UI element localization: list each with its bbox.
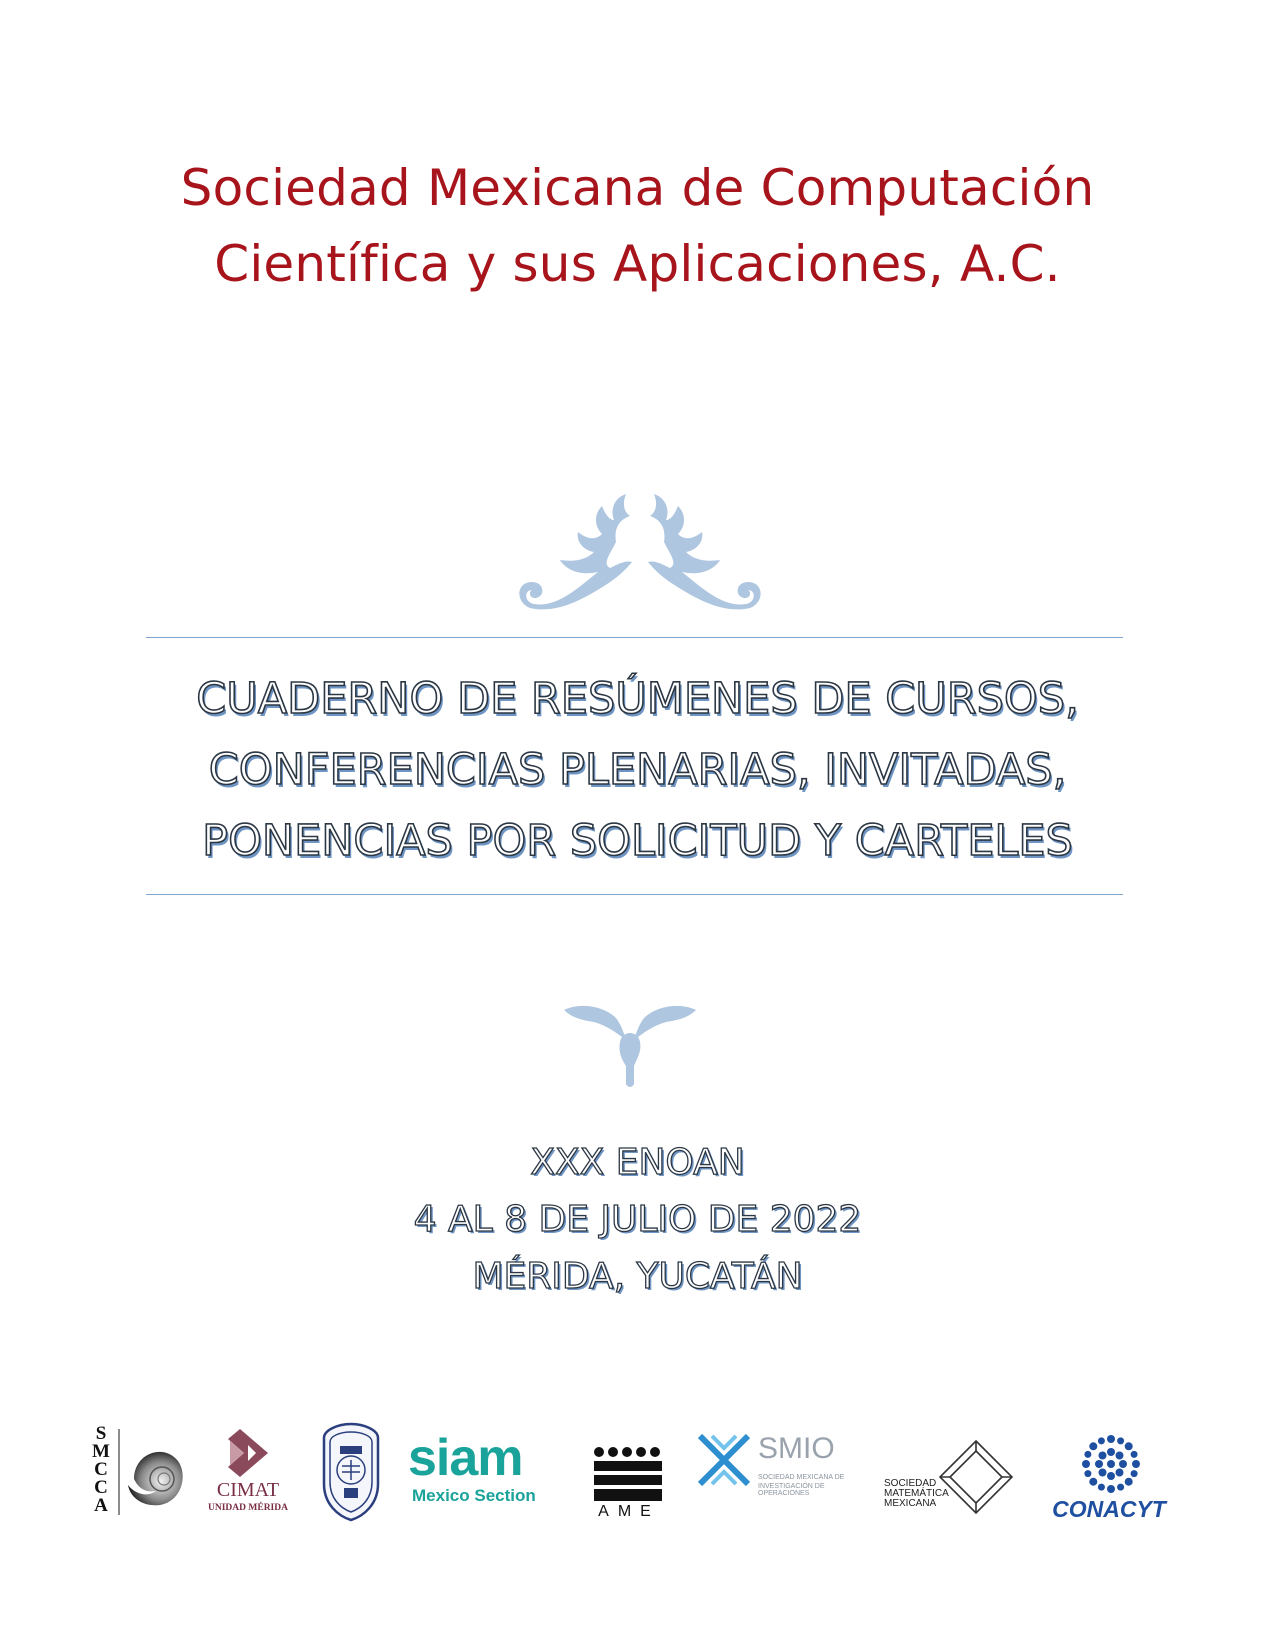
cimat-emblem-icon — [224, 1427, 272, 1479]
ame-logo-text: AME — [598, 1503, 660, 1520]
divider-bottom — [146, 894, 1123, 895]
smio-logo-subtext-2: INVESTIGACIÓN DE OPERACIONES — [758, 1483, 825, 1497]
smm-logo-text-2: MATEMÁTICA — [884, 1488, 949, 1499]
floral-ornament-top — [510, 490, 770, 630]
divider-top — [146, 637, 1123, 638]
leaf-ornament-bottom — [560, 1000, 700, 1088]
smm-logo-text-1: SOCIEDAD — [884, 1478, 937, 1489]
document-title-line-2: CONFERENCIAS PLENARIAS, INVITADAS, — [208, 745, 1067, 795]
conacyt-logo-text: CONACYT — [1052, 1496, 1166, 1522]
document-title-line-1: CUADERNO DE RESÚMENES DE CURSOS, — [196, 674, 1079, 724]
cimat-logo — [198, 1425, 298, 1520]
smio-logo-text: SMIO — [758, 1432, 835, 1465]
event-location: MÉRIDA, YUCATÁN — [472, 1256, 803, 1297]
smm-emblem-icon — [936, 1437, 1016, 1517]
uady-logo-text — [308, 1382, 309, 1383]
ame-logo — [592, 1447, 666, 1527]
smm-logo — [884, 1437, 1016, 1517]
event-info — [0, 1134, 1275, 1305]
cimat-logo-subtext: UNIDAD MÉRIDA — [208, 1503, 288, 1513]
conacyt-emblem-icon — [1079, 1432, 1143, 1496]
smcca-logo — [90, 1425, 190, 1520]
siam-logo-text: siam — [408, 1429, 523, 1487]
uady-logo — [318, 1422, 384, 1522]
siam-logo — [408, 1429, 558, 1510]
organization-title-line-2: Científica y sus Aplicaciones, A.C. — [214, 235, 1061, 293]
uady-shield-icon — [318, 1422, 384, 1522]
document-title — [0, 664, 1275, 877]
organization-title — [0, 150, 1275, 302]
cimat-logo-text: CIMAT — [216, 1479, 280, 1501]
smio-logo — [696, 1432, 866, 1502]
nautilus-shell-icon — [124, 1439, 186, 1509]
siam-logo-subtext: Mexico Section — [412, 1486, 536, 1505]
event-name: XXX ENOAN — [530, 1142, 745, 1183]
smm-logo-text-3: MEXICANA — [884, 1498, 937, 1509]
smio-emblem-icon — [696, 1432, 752, 1488]
event-dates: 4 AL 8 DE JULIO DE 2022 — [413, 1199, 862, 1240]
organization-title-line-1: Sociedad Mexicana de Computación — [180, 159, 1095, 217]
ame-emblem-icon — [592, 1447, 666, 1503]
document-title-line-3: PONENCIAS POR SOLICITUD Y CARTELES — [202, 816, 1073, 866]
smio-logo-subtext-1: SOCIEDAD MEXICANA DE — [758, 1474, 845, 1481]
conacyt-logo — [1045, 1432, 1173, 1524]
smcca-logo-text: SMCCA — [92, 1423, 110, 1516]
